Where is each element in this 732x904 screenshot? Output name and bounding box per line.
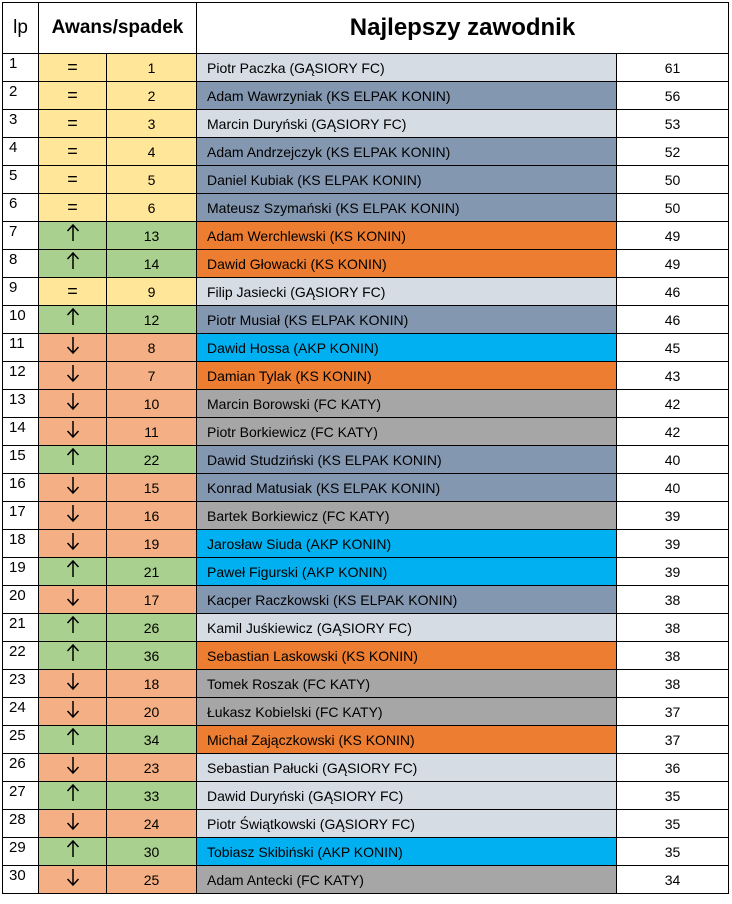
row-previous-rank: 6 (107, 194, 197, 222)
row-previous-rank: 36 (107, 642, 197, 670)
table-row (3, 334, 729, 362)
row-previous-rank: 22 (107, 446, 197, 474)
row-player-name: Dawid Głowacki (KS KONIN) (197, 250, 617, 278)
arrow-up-icon (66, 223, 80, 243)
row-player-name: Piotr Musiał (KS ELPAK KONIN) (197, 306, 617, 334)
row-points: 50 (617, 194, 729, 222)
row-rank: 11 (3, 334, 39, 362)
row-previous-rank: 24 (107, 810, 197, 838)
row-player-name: Paweł Figurski (AKP KONIN) (197, 558, 617, 586)
row-player-name: Sebastian Laskowski (KS KONIN) (197, 642, 617, 670)
row-trend (39, 754, 107, 782)
row-trend (39, 698, 107, 726)
row-previous-rank: 2 (107, 82, 197, 110)
row-previous-rank: 26 (107, 614, 197, 642)
table-row (3, 642, 729, 670)
equal-icon: = (67, 169, 78, 189)
row-trend (39, 306, 107, 334)
table-row (3, 362, 729, 390)
table-row (3, 222, 729, 250)
table-row (3, 670, 729, 698)
row-player-name: Piotr Borkiewicz (FC KATY) (197, 418, 617, 446)
row-trend (39, 502, 107, 530)
equal-icon: = (67, 57, 78, 77)
row-player-name: Dawid Hossa (AKP KONIN) (197, 334, 617, 362)
row-points: 46 (617, 278, 729, 306)
row-trend (39, 390, 107, 418)
equal-icon: = (67, 85, 78, 105)
table-body (3, 54, 729, 894)
arrow-down-icon (66, 335, 80, 355)
table-row (3, 754, 729, 782)
row-points: 50 (617, 166, 729, 194)
arrow-up-icon (66, 447, 80, 467)
row-previous-rank: 12 (107, 306, 197, 334)
row-rank: 3 (3, 110, 39, 138)
row-previous-rank: 21 (107, 558, 197, 586)
row-points: 61 (617, 54, 729, 82)
row-points: 35 (617, 838, 729, 866)
row-player-name: Marcin Borowski (FC KATY) (197, 390, 617, 418)
arrow-up-icon (66, 307, 80, 327)
row-rank: 9 (3, 278, 39, 306)
row-previous-rank: 7 (107, 362, 197, 390)
table-row (3, 390, 729, 418)
row-rank: 1 (3, 54, 39, 82)
table-row (3, 250, 729, 278)
row-rank: 14 (3, 418, 39, 446)
row-points: 45 (617, 334, 729, 362)
row-trend (39, 866, 107, 894)
row-player-name: Piotr Paczka (GĄSIORY FC) (197, 54, 617, 82)
arrow-up-icon (66, 727, 80, 747)
row-previous-rank: 34 (107, 726, 197, 754)
row-previous-rank: 18 (107, 670, 197, 698)
arrow-down-icon (66, 587, 80, 607)
table-row (3, 810, 729, 838)
table-row (3, 502, 729, 530)
row-player-name: Sebastian Pałucki (GĄSIORY FC) (197, 754, 617, 782)
row-trend (39, 530, 107, 558)
row-points: 38 (617, 614, 729, 642)
row-player-name: Bartek Borkiewicz (FC KATY) (197, 502, 617, 530)
row-previous-rank: 8 (107, 334, 197, 362)
row-rank: 5 (3, 166, 39, 194)
table-row (3, 838, 729, 866)
table-row (3, 530, 729, 558)
row-previous-rank: 4 (107, 138, 197, 166)
row-player-name: Michał Zajączkowski (KS KONIN) (197, 726, 617, 754)
row-previous-rank: 13 (107, 222, 197, 250)
arrow-down-icon (66, 503, 80, 523)
row-trend (39, 838, 107, 866)
row-points: 39 (617, 530, 729, 558)
arrow-down-icon (66, 531, 80, 551)
row-trend (39, 474, 107, 502)
row-rank: 18 (3, 530, 39, 558)
row-points: 42 (617, 418, 729, 446)
row-trend (39, 110, 107, 138)
row-trend (39, 222, 107, 250)
row-trend (39, 54, 107, 82)
row-rank: 8 (3, 250, 39, 278)
row-previous-rank: 11 (107, 418, 197, 446)
row-rank: 15 (3, 446, 39, 474)
row-points: 52 (617, 138, 729, 166)
row-points: 34 (617, 866, 729, 894)
row-rank: 30 (3, 866, 39, 894)
arrow-down-icon (66, 475, 80, 495)
table-row (3, 110, 729, 138)
row-points: 35 (617, 810, 729, 838)
row-previous-rank: 33 (107, 782, 197, 810)
row-rank: 24 (3, 698, 39, 726)
row-points: 38 (617, 670, 729, 698)
arrow-up-icon (66, 251, 80, 271)
row-player-name: Adam Wawrzyniak (KS ELPAK KONIN) (197, 82, 617, 110)
table-row (3, 558, 729, 586)
row-previous-rank: 15 (107, 474, 197, 502)
row-previous-rank: 9 (107, 278, 197, 306)
row-rank: 13 (3, 390, 39, 418)
row-rank: 23 (3, 670, 39, 698)
row-rank: 19 (3, 558, 39, 586)
row-player-name: Piotr Świątkowski (GĄSIORY FC) (197, 810, 617, 838)
table-row (3, 194, 729, 222)
row-points: 37 (617, 726, 729, 754)
row-rank: 21 (3, 614, 39, 642)
arrow-down-icon (66, 755, 80, 775)
row-player-name: Tobiasz Skibiński (AKP KONIN) (197, 838, 617, 866)
row-points: 38 (617, 586, 729, 614)
row-player-name: Adam Andrzejczyk (KS ELPAK KONIN) (197, 138, 617, 166)
table-row (3, 166, 729, 194)
row-previous-rank: 17 (107, 586, 197, 614)
row-previous-rank: 3 (107, 110, 197, 138)
arrow-down-icon (66, 671, 80, 691)
row-previous-rank: 20 (107, 698, 197, 726)
row-player-name: Jarosław Siuda (AKP KONIN) (197, 530, 617, 558)
row-rank: 20 (3, 586, 39, 614)
row-trend (39, 670, 107, 698)
row-trend (39, 810, 107, 838)
row-rank: 4 (3, 138, 39, 166)
row-rank: 29 (3, 838, 39, 866)
header-movement: Awans/spadek (39, 3, 197, 54)
row-trend (39, 138, 107, 166)
table-row (3, 782, 729, 810)
row-previous-rank: 14 (107, 250, 197, 278)
table-row (3, 82, 729, 110)
row-points: 42 (617, 390, 729, 418)
arrow-up-icon (66, 615, 80, 635)
row-player-name: Kacper Raczkowski (KS ELPAK KONIN) (197, 586, 617, 614)
equal-icon: = (67, 197, 78, 217)
row-trend (39, 642, 107, 670)
row-player-name: Damian Tylak (KS KONIN) (197, 362, 617, 390)
row-rank: 22 (3, 642, 39, 670)
row-previous-rank: 5 (107, 166, 197, 194)
table-row (3, 474, 729, 502)
row-rank: 26 (3, 754, 39, 782)
row-points: 49 (617, 250, 729, 278)
arrow-up-icon (66, 559, 80, 579)
row-points: 40 (617, 446, 729, 474)
row-points: 40 (617, 474, 729, 502)
row-rank: 27 (3, 782, 39, 810)
row-points: 35 (617, 782, 729, 810)
row-player-name: Filip Jasiecki (GĄSIORY FC) (197, 278, 617, 306)
arrow-down-icon (66, 699, 80, 719)
arrow-up-icon (66, 643, 80, 663)
row-trend (39, 726, 107, 754)
row-trend (39, 614, 107, 642)
row-points: 43 (617, 362, 729, 390)
row-points: 39 (617, 558, 729, 586)
table-row (3, 446, 729, 474)
row-rank: 12 (3, 362, 39, 390)
row-previous-rank: 23 (107, 754, 197, 782)
ranking-table-wrapper (2, 2, 729, 894)
row-trend (39, 278, 107, 306)
row-points: 37 (617, 698, 729, 726)
arrow-down-icon (66, 391, 80, 411)
row-trend (39, 558, 107, 586)
row-player-name: Daniel Kubiak (KS ELPAK KONIN) (197, 166, 617, 194)
row-trend (39, 250, 107, 278)
row-points: 53 (617, 110, 729, 138)
row-player-name: Dawid Duryński (GĄSIORY FC) (197, 782, 617, 810)
row-player-name: Łukasz Kobielski (FC KATY) (197, 698, 617, 726)
row-player-name: Dawid Studziński (KS ELPAK KONIN) (197, 446, 617, 474)
table-row (3, 418, 729, 446)
row-points: 49 (617, 222, 729, 250)
table-row (3, 586, 729, 614)
row-rank: 28 (3, 810, 39, 838)
row-points: 56 (617, 82, 729, 110)
equal-icon: = (67, 113, 78, 133)
header-lp: lp (3, 3, 39, 54)
arrow-up-icon (66, 839, 80, 859)
row-rank: 7 (3, 222, 39, 250)
row-rank: 17 (3, 502, 39, 530)
row-player-name: Kamil Juśkiewicz (GĄSIORY FC) (197, 614, 617, 642)
row-rank: 2 (3, 82, 39, 110)
row-player-name: Tomek Roszak (FC KATY) (197, 670, 617, 698)
row-previous-rank: 16 (107, 502, 197, 530)
table-row (3, 54, 729, 82)
equal-icon: = (67, 141, 78, 161)
row-trend (39, 446, 107, 474)
row-trend (39, 166, 107, 194)
arrow-up-icon (66, 783, 80, 803)
row-trend (39, 782, 107, 810)
table-row (3, 138, 729, 166)
row-rank: 16 (3, 474, 39, 502)
row-rank: 25 (3, 726, 39, 754)
row-player-name: Mateusz Szymański (KS ELPAK KONIN) (197, 194, 617, 222)
arrow-down-icon (66, 419, 80, 439)
row-points: 36 (617, 754, 729, 782)
table-row (3, 866, 729, 894)
table-row (3, 698, 729, 726)
row-points: 39 (617, 502, 729, 530)
header-row (3, 3, 729, 54)
row-trend (39, 586, 107, 614)
table-row (3, 726, 729, 754)
header-title: Najlepszy zawodnik (197, 3, 729, 54)
row-trend (39, 362, 107, 390)
arrow-down-icon (66, 363, 80, 383)
row-trend (39, 334, 107, 362)
ranking-table (2, 2, 729, 894)
row-player-name: Marcin Duryński (GĄSIORY FC) (197, 110, 617, 138)
row-points: 46 (617, 306, 729, 334)
row-player-name: Konrad Matusiak (KS ELPAK KONIN) (197, 474, 617, 502)
row-trend (39, 418, 107, 446)
table-row (3, 278, 729, 306)
row-previous-rank: 19 (107, 530, 197, 558)
table-row (3, 306, 729, 334)
row-previous-rank: 25 (107, 866, 197, 894)
table-row (3, 614, 729, 642)
row-trend (39, 194, 107, 222)
row-player-name: Adam Werchlewski (KS KONIN) (197, 222, 617, 250)
row-rank: 10 (3, 306, 39, 334)
row-player-name: Adam Antecki (FC KATY) (197, 866, 617, 894)
row-points: 38 (617, 642, 729, 670)
row-previous-rank: 1 (107, 54, 197, 82)
row-rank: 6 (3, 194, 39, 222)
arrow-down-icon (66, 867, 80, 887)
row-previous-rank: 10 (107, 390, 197, 418)
row-trend (39, 82, 107, 110)
arrow-down-icon (66, 811, 80, 831)
row-previous-rank: 30 (107, 838, 197, 866)
equal-icon: = (67, 281, 78, 301)
